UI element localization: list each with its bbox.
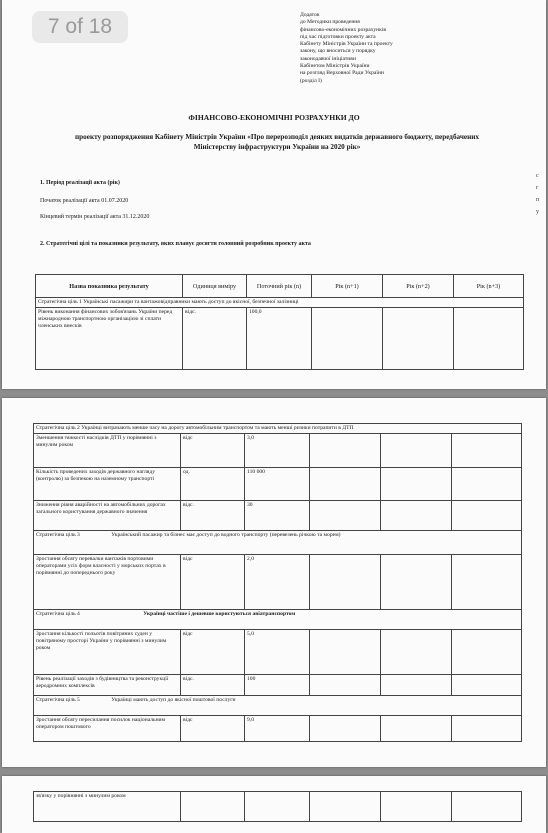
indicator-name: Зростання обсягу пересилання посилок національним оператором поштового — [34, 716, 181, 742]
start-date: Початок реалізації акта 01.07.2020 — [40, 198, 129, 204]
indicator-unit: відс. — [181, 675, 245, 696]
indicator-name: Зменшення тяжкості наслідків ДТП у порівнянні з минулим роком — [34, 434, 181, 468]
section-1-heading: 1. Період реалізації акта (рік) — [40, 180, 120, 186]
goal-5-text: Українці мають доступ до якісної поштової послуги — [111, 697, 236, 703]
col-header-y2: Рік (n+2) — [383, 275, 454, 298]
table-row — [34, 675, 522, 696]
cell-empty — [310, 434, 381, 468]
cell-empty — [312, 308, 383, 370]
addendum-line: до Методики проведення — [300, 19, 360, 26]
cell-empty — [381, 555, 452, 610]
cell-empty — [381, 468, 452, 501]
table-row — [34, 792, 522, 822]
document-subtitle: проекту розпорядження Кабінету Міністрів України «Про перерозподіл деяких видатків державного бюджету, передбачених Міністерству інфраструктури України на 2020 рік» — [75, 133, 479, 151]
addendum-note — [300, 12, 440, 85]
goal-row — [34, 531, 522, 555]
indicator-value: 100,0 — [247, 308, 312, 370]
indicator-name: Зростання кількості польотів повітряних суден у повітряному просторі України у порівнянні з минулим роком — [34, 630, 181, 675]
table-row — [34, 501, 522, 531]
cell-empty — [452, 716, 522, 742]
cell-empty — [452, 792, 522, 822]
addendum-line: закону, що вноситься у порядку — [300, 48, 376, 55]
goal-row — [36, 298, 524, 308]
addendum-line: Кабінету Міністрів України та проекту — [300, 41, 393, 48]
indicators-table — [35, 274, 524, 370]
col-header-current: Поточний рік (n) — [247, 275, 312, 298]
indicator-name: Зниження рівня аварійності на автомобільних дорогах загального користування державного значення — [34, 501, 181, 531]
cell-empty — [452, 434, 522, 468]
table-row — [34, 716, 522, 742]
end-date: Кінцевий термін реалізації акта 31.12.2020 — [40, 214, 150, 220]
addendum-line: (розділ I) — [300, 77, 322, 84]
goal-row — [34, 696, 522, 716]
indicator-value: 9,0 — [245, 716, 310, 742]
indicator-unit: відс — [181, 555, 245, 610]
indicator-value: 100 — [245, 675, 310, 696]
col-header-y3: Рік (n+3) — [454, 275, 524, 298]
cell-empty — [310, 555, 381, 610]
cell-empty — [310, 675, 381, 696]
indicator-name: Рівень реалізації заходів з будівництва та реконструкції аеродромних комплексів — [34, 675, 181, 696]
table-row — [34, 630, 522, 675]
goal-3-text: Український пасажир та бізнес має доступ до водного транспорту (перевезень річкою та морем) — [111, 532, 341, 538]
cell-empty — [245, 792, 310, 822]
document-page-1 — [2, 0, 546, 389]
table-row — [34, 555, 522, 610]
edge-mark: г — [536, 185, 539, 191]
cell-empty — [452, 468, 522, 501]
table-row — [36, 308, 524, 370]
cell-empty — [381, 434, 452, 468]
cell-empty — [310, 501, 381, 531]
indicator-unit: відс. — [181, 501, 245, 531]
cell-empty — [310, 792, 381, 822]
indicator-value: 3,0 — [245, 434, 310, 468]
cell-empty — [310, 468, 381, 501]
indicator-name: Рівень виконання фінансових зобов'язань України перед міжнародною транспортною організацією зі сплати членських внесків — [36, 308, 183, 370]
indicator-unit: відс — [181, 716, 245, 742]
col-header-unit: Одиниця виміру — [183, 275, 247, 298]
goal-4-text: Українці частіше і дешевше користуються авіатранспортом — [143, 611, 296, 617]
indicator-name-continued: зв'язку у порівнянні з минулим роком — [34, 792, 181, 822]
goal-3-label: Стратегічна ціль 3 — [36, 532, 80, 538]
edge-mark: у — [536, 209, 539, 215]
page-counter: 7 of 18 — [32, 11, 128, 43]
addendum-line: на розгляд Верховної Ради України — [300, 70, 384, 77]
cell-empty — [381, 630, 452, 675]
document-title: ФІНАНСОВО-ЕКОНОМІЧНІ РОЗРАХУНКИ ДО — [188, 113, 360, 122]
addendum-line: Додаток — [300, 12, 320, 18]
col-header-name: Назва показника результату — [36, 275, 183, 298]
cell-empty — [181, 792, 245, 822]
addendum-line: фінансово-економічних розрахунків — [300, 26, 387, 33]
table-row — [34, 468, 522, 501]
indicator-unit: од. — [181, 468, 245, 501]
cell-empty — [310, 630, 381, 675]
col-header-y1: Рік (n+1) — [312, 275, 383, 298]
cell-empty — [452, 555, 522, 610]
cell-empty — [310, 716, 381, 742]
section-2-heading: 2. Стратегічні цілі та показники результату, яких планує досягти головний розробник проекту акта — [40, 241, 311, 247]
cell-empty — [452, 675, 522, 696]
cell-empty — [383, 308, 454, 370]
indicator-value: 2,0 — [245, 555, 310, 610]
goal-4 — [34, 610, 522, 630]
goal-3 — [34, 531, 522, 555]
cell-empty — [452, 501, 522, 531]
table-row — [34, 434, 522, 468]
goal-row — [34, 424, 522, 434]
goal-2: Стратегічна ціль 2 Українці витрачають менше часу на дорогу автомобільним транспортом та мають менші ризики потрапити в ДТП — [34, 424, 522, 434]
indicator-unit: відс. — [183, 308, 247, 370]
indicator-value: 110 000 — [245, 468, 310, 501]
indicators-table-continued-2 — [33, 791, 522, 822]
addendum-line: законодавчої ініціативи — [300, 55, 356, 62]
indicators-table-continued — [33, 423, 522, 742]
cell-empty — [454, 308, 524, 370]
page-edge-marks — [536, 170, 542, 218]
cell-empty — [381, 501, 452, 531]
cell-empty — [381, 675, 452, 696]
goal-5-label: Стратегічна ціль 5 — [36, 697, 80, 703]
indicator-value: 5,0 — [245, 630, 310, 675]
addendum-line: під час підготовки проекту акта — [300, 33, 376, 40]
cell-empty — [381, 792, 452, 822]
cell-empty — [381, 716, 452, 742]
edge-mark: п — [536, 197, 540, 203]
goal-1: Стратегічна ціль 1 Українські пасажири та вантажовідправники мають доступ до якісної, безпечної залізниці — [36, 298, 524, 308]
addendum-line: Кабінетом Міністрів України — [300, 63, 370, 70]
goal-row — [34, 610, 522, 630]
edge-mark: с — [536, 173, 539, 179]
cell-empty — [452, 630, 522, 675]
goal-4-label: Стратегічна ціль 4 — [36, 611, 80, 617]
indicator-value: 30 — [245, 501, 310, 531]
indicator-unit: відс — [181, 630, 245, 675]
indicator-name: Кількість проведених заходів державного нагляду (контролю) за безпекою на наземному транспорті — [34, 468, 181, 501]
table-header-row — [36, 275, 524, 298]
indicator-name: Зростання обсягу перевалки вантажів портовими операторами усіх форм власності у морських портах в порівнянні до попереднього року — [34, 555, 181, 610]
goal-5 — [34, 696, 522, 716]
indicator-unit: відс — [181, 434, 245, 468]
